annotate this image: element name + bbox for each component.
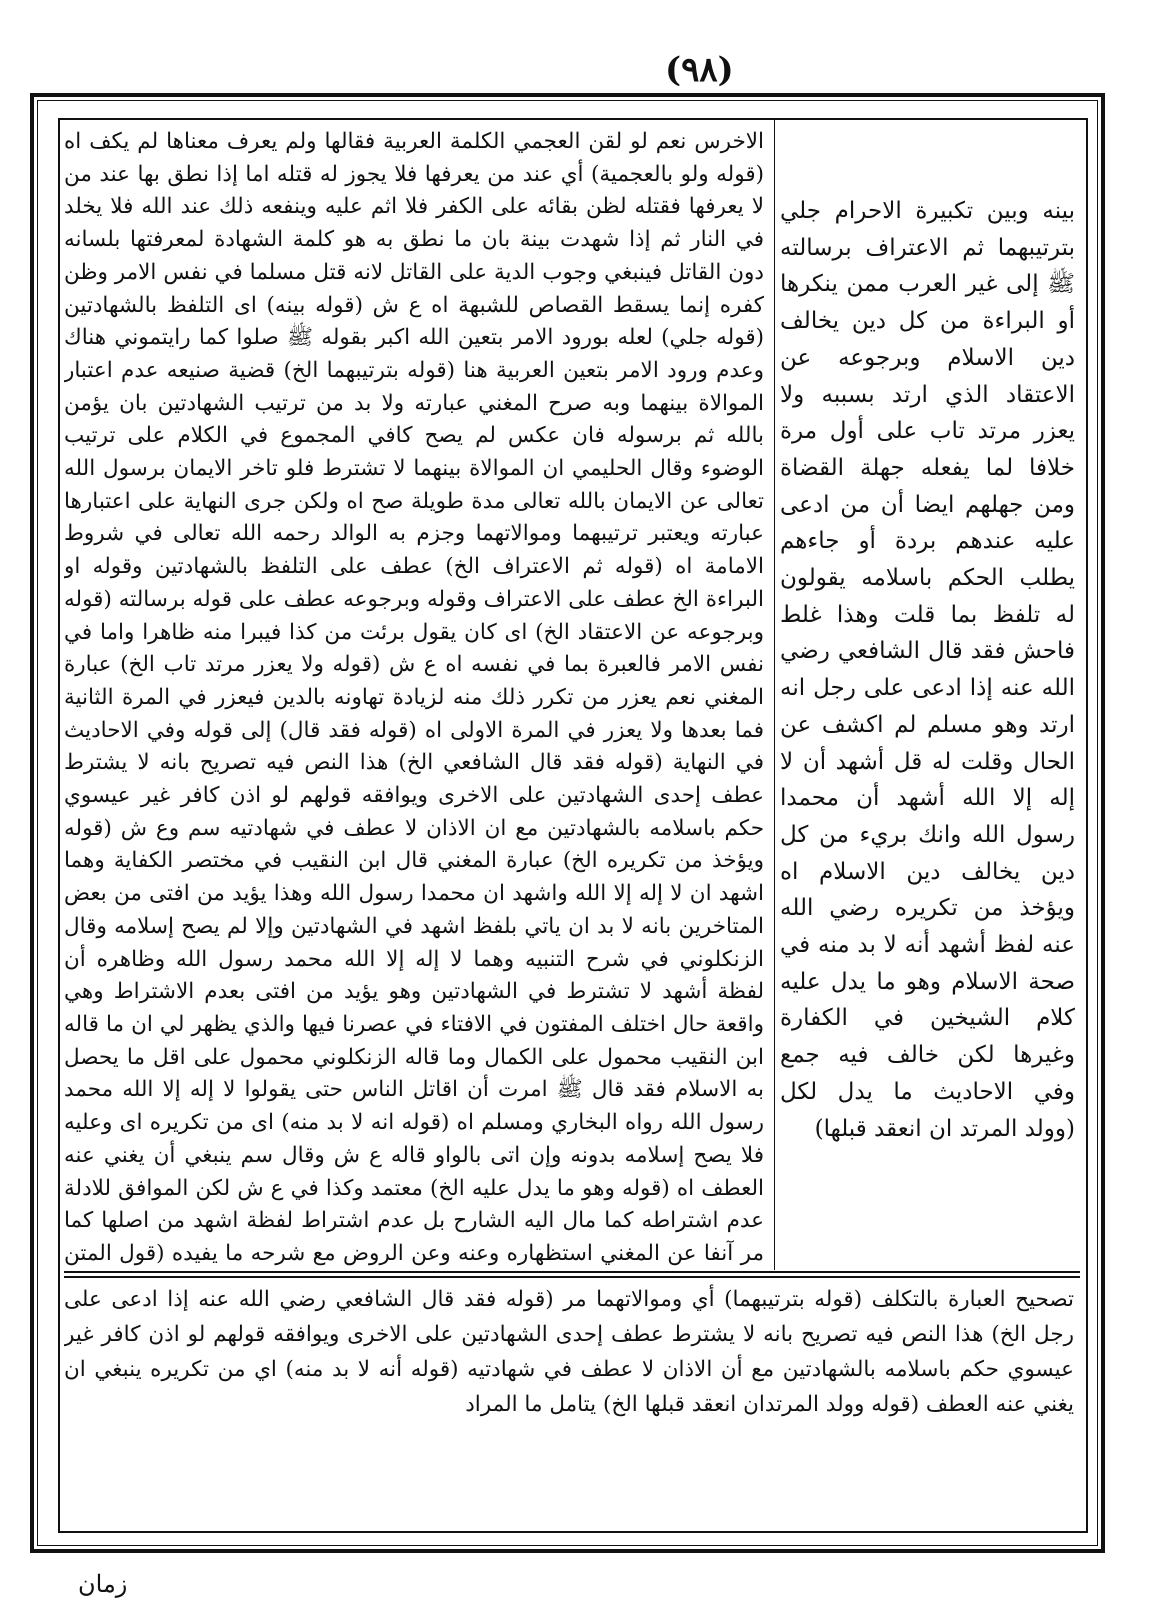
footnote-paragraph: تصحيح العبارة بالتكلف (قوله بترتيبهما) أي وموالاتهما مر (قوله فقد قال الشافعي رضي الله عنه إذا ادعى على رجل الخ) هذا النص فيه تصريح بانه لا يشترط عطف إحدى الشهادتين على الاخرى ويوافقه قولهم لو اذن كافر غير عيسوي حكم باسلامه بالشهادتين مع أن الاذان لا عطف في شهادتيه (قوله أنه لا بد منه) اي من تكريره ينبغي ان يغني عنه العطف (قوله وولد المرتدان انعقد قبلها الخ) يتامل ما المراد [64,1287,1074,1417]
margin-divider [774,120,775,1270]
main-paragraph: الاخرس نعم لو لقن العجمي الكلمة العربية فقالها ولم يعرف معناها لم يكف اه (قوله ولو بالعجمية) أي عند من يعرفها فلا يجوز له قتله اما إذا نطق بها عند من لا يعرفها فقتله لظن بقائه على الكفر فلا اثم عليه وينفعه ذلك عند الله فلا يخلد في النار ثم إذا شهدت بينة بان ما نطق به هو كلمة الشهادة لمعرفتها بلسانه دون القاتل فينبغي وجوب الدية على القاتل لانه قتل مسلما في نفس الامر وظن كفره إنما يسقط القصاص للشبهة اه ع ش (قوله بينه) اى التلفظ بالشهادتين (قوله جلي) لعله بورود الامر بتعين الله اكبر بقوله ﷺ صلوا كما رايتموني هناك وعدم ورود الامر بتعين العربية هنا (قوله بترتيبهما الخ) قضية صنيعه عدم اعتبار الموالاة بينهما وبه صرح المغني عبارته ولا بد من ترتيب الشهادتين بان يؤمن بالله ثم برسوله فان عكس لم يصح كافي المجموع في الكلام على ترتيب الوضوء وقال الحليمي ان الموالاة بينهما لا تشترط فلو تاخر الايمان برسول الله تعالى عن الايمان بالله تعالى مدة طويلة صح اه ولكن جرى النهاية على اعتبارها عبارته ويعتبر ترتيبهما وموالاتهما وجزم به الوالد رحمه الله تعالى في شروط الامامة اه (قوله ثم الاعتراف الخ) عطف على التلفظ بالشهادتين وقوله او البراءة الخ عطف على الاعتراف وقوله وبرجوعه عطف على قوله برسالته (قوله وبرجوعه عن الاعتقاد الخ) اى كان يقول برئت من كذا فيبرا منه ظاهرا واما في نفس الامر فالعبرة بما في نفسه اه ع ش (قوله ولا يعزر مرتد تاب الخ) عبارة المغني نعم يعزر من تكرر ذلك منه لزيادة تهاونه بالدين فيعزر في المرة الثانية فما بعدها ولا يعزر في المرة الاولى اه (قوله فقد قال) إلى قوله وفي الاحاديث في النهاية (قوله فقد قال الشافعي الخ) هذا النص فيه تصريح بانه لا يشترط عطف إحدى الشهادتين على الاخرى ويوافقه قولهم لو اذن كافر غير عيسوي حكم باسلامه بالشهادتين مع ان الاذان لا عطف في شهادتيه سم وع ش (قوله ويؤخذ من تكريره الخ) عبارة المغني قال ابن النقيب في مختصر الكفاية وهما اشهد ان لا إله إلا الله واشهد ان محمدا رسول الله وهذا يؤيد من افتى من بعض المتاخرين بانه لا بد ان ياتي بلفظ اشهد في الشهادتين وإلا لم يصح إسلامه وقال الزنكلوني في شرح التنبيه وهما لا إله إلا الله محمد رسول الله وظاهره أن لفظة أشهد لا تشترط في الشهادتين وهو يؤيد من افتى بعدم الاشتراط وهي واقعة حال اختلف المفتون في الافتاء في عصرنا فيها والذي يظهر لي ان ما قاله ابن النقيب محمول على الكمال وما قاله الزنكلوني محمول على اقل ما يحصل به الاسلام فقد قال ﷺ امرت أن اقاتل الناس حتى يقولوا لا إله إلا الله محمد رسول الله رواه البخاري ومسلم اه (قوله انه لا بد منه) اى من تكريره اى وعليه فلا يصح إسلامه بدونه وإن اتى بالواو قاله ع ش وقال سم ينبغي أن يغني عنه العطف اه (قوله وهو ما يدل عليه الخ) معتمد وكذا في ع ش لكن الموافق للادلة عدم اشتراطه كما مال اليه الشارح بل عدم اشتراط لفظة اشهد من اصلها كما مر آنفا عن المغني استظهاره وعنه وعن الروض مع شرحه ما يفيده (قول المتن [64,129,764,1266]
margin-text [780,193,1075,1503]
main-commentary [64,126,764,1271]
page-number: (٩٨) [665,50,734,90]
margin-paragraph: بينه وبين تكبيرة الاحرام جلي بترتيبهما ثم الاعتراف برسالته ﷺ إلى غير العرب ممن ينكرها أو البراءة من كل دين يخالف دين الاسلام وبرجوعه عن الاعتقاد الذي ارتد بسببه ولا يعزر مرتد تاب على أول مرة خلافا لما يفعله جهلة القضاة ومن جهلهم ايضا أن من ادعى عليه عندهم بردة أو جاءهم يطلب الحكم باسلامه يقولون له تلفظ بما قلت وهذا غلط فاحش فقد قال الشافعي رضي الله عنه إذا ادعى على رجل انه ارتد وهو مسلم لم اكشف عن الحال وقلت له قل أشهد أن لا إله إلا الله أشهد أن محمدا رسول الله وانك بريء من كل دين يخالف دين الاسلام اه ويؤخذ من تكريره رضي الله عنه لفظ أشهد أنه لا بد منه في صحة الاسلام وهو ما يدل عليه كلام الشيخين في الكفارة وغيرها لكن خالف فيه جمع وفي الاحاديث ما يدل لكل (وولد المرتد ان انعقد قبلها) [780,198,1075,1142]
catchword: زمان [78,1570,128,1598]
